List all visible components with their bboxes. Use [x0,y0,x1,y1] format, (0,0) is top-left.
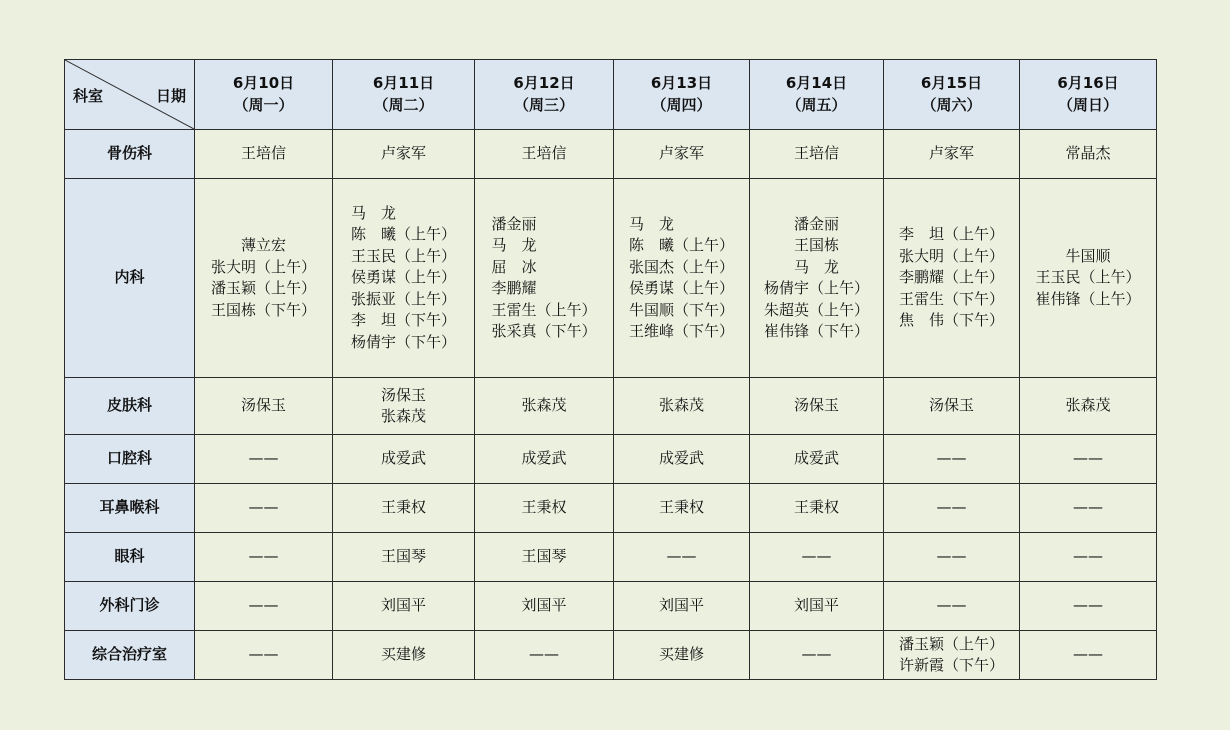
doctor-name: 张采真（下午） [491,322,597,340]
doctor-list [659,497,704,519]
doctor-list [1073,448,1103,470]
doctor-list [521,448,566,470]
day-date: 6月12日 [513,74,575,92]
schedule-cell [1020,484,1157,533]
doctor-name: 王秉权 [658,498,704,517]
day-header-4 [750,60,884,130]
doctor-list [937,448,967,470]
empty-dash: —— [936,547,967,566]
schedule-cell [333,179,475,378]
doctor-name: 刘国平 [658,596,704,615]
doctor-name: 张森茂 [521,396,567,415]
schedule-cell [884,631,1020,680]
doctor-name: 薄立宏 [240,236,286,254]
schedule-cell [614,130,750,179]
doctor-list [381,644,426,666]
schedule-cell [750,179,884,378]
empty-dash: —— [801,645,832,664]
empty-dash: —— [1073,498,1103,517]
doctor-name: 王秉权 [793,498,839,517]
schedule-cell [1020,582,1157,631]
table-row [65,582,1157,631]
empty-dash: —— [248,449,279,468]
schedule-cell [614,631,750,680]
doctor-name: 牛国顺 [1065,246,1111,265]
day-date: 6月14日 [785,74,848,92]
doctor-name: 李 坦（上午） [898,225,1004,244]
doctor-list [667,546,697,568]
schedule-body [65,130,1157,680]
schedule-cell [195,130,333,179]
doctor-list [659,448,704,470]
schedule-cell [750,435,884,484]
schedule-cell [475,484,614,533]
doctor-list [521,546,566,568]
department-name: 内科 [65,179,195,378]
doctor-name: 陈 曦（上午） [628,236,734,254]
schedule-cell [1020,435,1157,484]
department-name: 眼科 [65,533,195,582]
day-weekday: （周五） [786,95,847,114]
doctor-list [659,644,704,666]
doctor-list [794,448,839,470]
day-weekday: （周四） [651,95,712,114]
doctor-name: 崔伟锋（上午） [1035,289,1141,308]
doctor-list [521,595,566,617]
schedule-cell [195,582,333,631]
day-weekday: （周二） [373,95,434,114]
doctor-list [794,395,839,417]
doctor-name: 王雷生（上午） [491,300,597,319]
table-row [65,378,1157,435]
schedule-cell [884,378,1020,435]
doctor-list [1073,546,1103,568]
doctor-name: 李鹏耀 [491,279,537,297]
doctor-name: 刘国平 [521,596,567,615]
table-row [65,435,1157,484]
doctor-list [764,214,869,343]
doctor-list [1065,143,1110,165]
schedule-cell [333,378,475,435]
schedule-cell [333,582,475,631]
doctor-name: 成爱武 [380,449,426,468]
corner-header-cell [65,60,195,130]
table-row [65,533,1157,582]
schedule-cell [614,484,750,533]
doctor-list [351,203,456,354]
doctor-list [381,497,426,519]
doctor-name: 卢家军 [658,144,704,163]
schedule-cell [475,631,614,680]
doctor-name: 刘国平 [380,596,426,615]
day-weekday: （周六） [921,95,982,114]
doctor-name: 李 坦（下午） [350,311,456,330]
schedule-cell [475,130,614,179]
doctor-name: 张大明（上午） [898,246,1004,265]
schedule-cell [195,179,333,378]
day-header-0 [195,60,333,130]
empty-dash: —— [529,645,559,664]
doctor-name: 成爱武 [793,449,839,468]
schedule-cell [750,533,884,582]
doctor-name: 屈 冰 [491,257,537,276]
day-date: 6月10日 [232,74,295,92]
empty-dash: —— [248,645,279,664]
schedule-cell [884,435,1020,484]
day-date: 6月13日 [650,74,713,92]
doctor-list [241,143,286,165]
day-date: 6月15日 [920,74,983,92]
schedule-cell [750,130,884,179]
empty-dash: —— [1073,547,1103,566]
day-weekday: （周日） [1057,95,1118,114]
doctor-name: 成爱武 [521,449,567,468]
doctor-list [659,143,704,165]
schedule-cell [1020,179,1157,378]
doctor-list [899,224,1004,332]
doctor-list [529,644,559,666]
doctor-name: 李鹏耀（上午） [898,268,1004,287]
doctor-name: 杨倩宇（上午） [763,279,869,297]
day-weekday: （周一） [233,95,294,114]
doctor-name: 马 龙 [350,203,396,222]
doctor-name: 侯勇谋（上午） [628,279,734,297]
doctor-name: 刘国平 [793,596,839,615]
doctor-list [249,497,279,519]
doctor-name: 许新霞（下午） [898,656,1004,674]
day-date: 6月11日 [372,74,435,92]
doctor-name: 汤保玉 [928,396,974,415]
doctor-name: 潘玉颖（上午） [210,279,316,297]
empty-dash: —— [936,596,967,615]
doctor-list [659,395,704,417]
doctor-name: 朱超英（上午） [763,300,869,319]
empty-dash: —— [936,449,967,468]
doctor-list [381,546,426,568]
doctor-list [929,395,974,417]
header-row [65,60,1157,130]
doctor-name: 王培信 [240,144,286,163]
day-header-2 [475,60,614,130]
schedule-cell [884,484,1020,533]
doctor-list [629,214,734,343]
doctor-name: 王玉民（上午） [350,246,456,265]
schedule-cell [475,435,614,484]
doctor-list [1073,644,1103,666]
doctor-list [1073,595,1103,617]
doctor-list [249,595,279,617]
schedule-cell [195,631,333,680]
doctor-name: 汤保玉 [793,396,839,415]
doctor-list [794,497,839,519]
doctor-list [241,395,286,417]
schedule-cell [614,533,750,582]
doctor-list [659,595,704,617]
doctor-name: 王培信 [521,144,567,163]
doctor-list [381,595,426,617]
doctor-list [802,644,832,666]
doctor-list [381,448,426,470]
schedule-cell [195,484,333,533]
doctor-list [249,546,279,568]
schedule-cell [614,435,750,484]
table-row [65,130,1157,179]
doctor-name: 马 龙 [628,214,674,233]
schedule-cell [475,378,614,435]
department-name: 口腔科 [65,435,195,484]
day-header-5 [884,60,1020,130]
schedule-cell [195,378,333,435]
doctor-name: 牛国顺（下午） [628,300,734,319]
doctor-list [794,595,839,617]
empty-dash: —— [801,547,832,566]
doctor-name: 买建修 [658,645,704,664]
duty-schedule-table [64,59,1157,680]
doctor-name: 卢家军 [928,144,974,163]
schedule-cell [750,484,884,533]
doctor-name: 王秉权 [521,498,567,517]
doctor-name: 陈 曦（上午） [350,225,456,244]
table-row [65,484,1157,533]
doctor-name: 杨倩宇（下午） [350,332,456,351]
empty-dash: —— [936,498,967,517]
department-name: 骨伤科 [65,130,195,179]
schedule-cell [884,130,1020,179]
department-name: 外科门诊 [65,582,195,631]
department-name: 皮肤科 [65,378,195,435]
doctor-list [937,595,967,617]
doctor-name: 王国琴 [380,547,426,566]
doctor-name: 潘金丽 [491,214,537,233]
schedule-cell [1020,378,1157,435]
doctor-list [937,546,967,568]
doctor-name: 张森茂 [658,396,704,415]
doctor-list [1035,246,1140,311]
day-header-6 [1020,60,1157,130]
schedule-cell [475,179,614,378]
doctor-name: 潘金丽 [793,214,839,233]
doctor-name: 买建修 [380,645,426,664]
schedule-cell [614,179,750,378]
schedule-cell [884,179,1020,378]
doctor-list [1065,395,1110,417]
empty-dash: —— [1073,449,1103,468]
doctor-name: 崔伟锋（下午） [763,322,869,340]
department-name: 耳鼻喉科 [65,484,195,533]
doctor-name: 张振亚（上午） [350,289,456,308]
corner-date-label: 日期 [155,87,186,105]
doctor-list [521,143,566,165]
doctor-name: 焦 伟（下午） [898,311,1004,330]
schedule-cell [1020,631,1157,680]
empty-dash: —— [1073,596,1103,615]
schedule-cell [333,533,475,582]
corner-room-label: 科室 [73,86,104,105]
doctor-list [521,395,566,417]
doctor-list [249,644,279,666]
schedule-cell [750,378,884,435]
doctor-list [521,497,566,519]
empty-dash: —— [248,498,279,517]
doctor-name: 王雷生（下午） [898,289,1004,308]
doctor-name: 马 龙 [793,257,839,276]
day-weekday: （周三） [513,95,574,114]
schedule-cell [333,435,475,484]
doctor-list [491,214,596,343]
table-row [65,179,1157,378]
schedule-cell [475,582,614,631]
schedule-cell [614,582,750,631]
doctor-name: 卢家军 [380,144,426,163]
doctor-list [802,546,832,568]
schedule-cell [1020,130,1157,179]
doctor-name: 张森茂 [1065,396,1111,415]
doctor-name: 张大明（上午） [210,257,316,276]
doctor-name: 张森茂 [380,407,426,425]
doctor-list [794,143,839,165]
doctor-list [899,634,1004,677]
doctor-list [381,143,426,165]
schedule-cell [750,582,884,631]
department-name: 综合治疗室 [65,631,195,680]
day-header-1 [333,60,475,130]
schedule-cell [750,631,884,680]
doctor-list [249,448,279,470]
doctor-list [1073,497,1103,519]
schedule-cell [475,533,614,582]
day-header-3 [614,60,750,130]
schedule-cell [884,582,1020,631]
doctor-name: 张国杰（上午） [628,257,734,276]
doctor-list [381,385,426,428]
doctor-name: 汤保玉 [380,385,426,404]
empty-dash: —— [1073,645,1103,664]
schedule-cell [333,130,475,179]
schedule-cell [333,484,475,533]
day-date: 6月16日 [1057,74,1119,92]
schedule-cell [884,533,1020,582]
empty-dash: —— [666,547,697,566]
schedule-cell [195,435,333,484]
doctor-list [937,497,967,519]
doctor-name: 王国栋（下午） [210,300,316,319]
doctor-list [929,143,974,165]
doctor-name: 汤保玉 [240,396,286,415]
doctor-name: 侯勇谋（上午） [350,268,456,287]
table-row [65,631,1157,680]
doctor-name: 王秉权 [380,498,426,517]
doctor-name: 王培信 [793,144,839,163]
doctor-name: 王玉民（上午） [1035,268,1141,287]
doctor-name: 王维峰（下午） [628,322,734,340]
empty-dash: —— [248,547,279,566]
doctor-name: 王国栋 [793,236,839,254]
doctor-name: 常晶杰 [1065,144,1111,163]
doctor-list [211,235,316,321]
schedule-cell [195,533,333,582]
doctor-name: 成爱武 [658,449,704,468]
doctor-name: 王国琴 [521,547,567,566]
doctor-name: 潘玉颖（上午） [898,634,1004,653]
schedule-cell [1020,533,1157,582]
schedule-cell [333,631,475,680]
empty-dash: —— [248,596,279,615]
schedule-cell [614,378,750,435]
doctor-name: 马 龙 [491,236,537,254]
